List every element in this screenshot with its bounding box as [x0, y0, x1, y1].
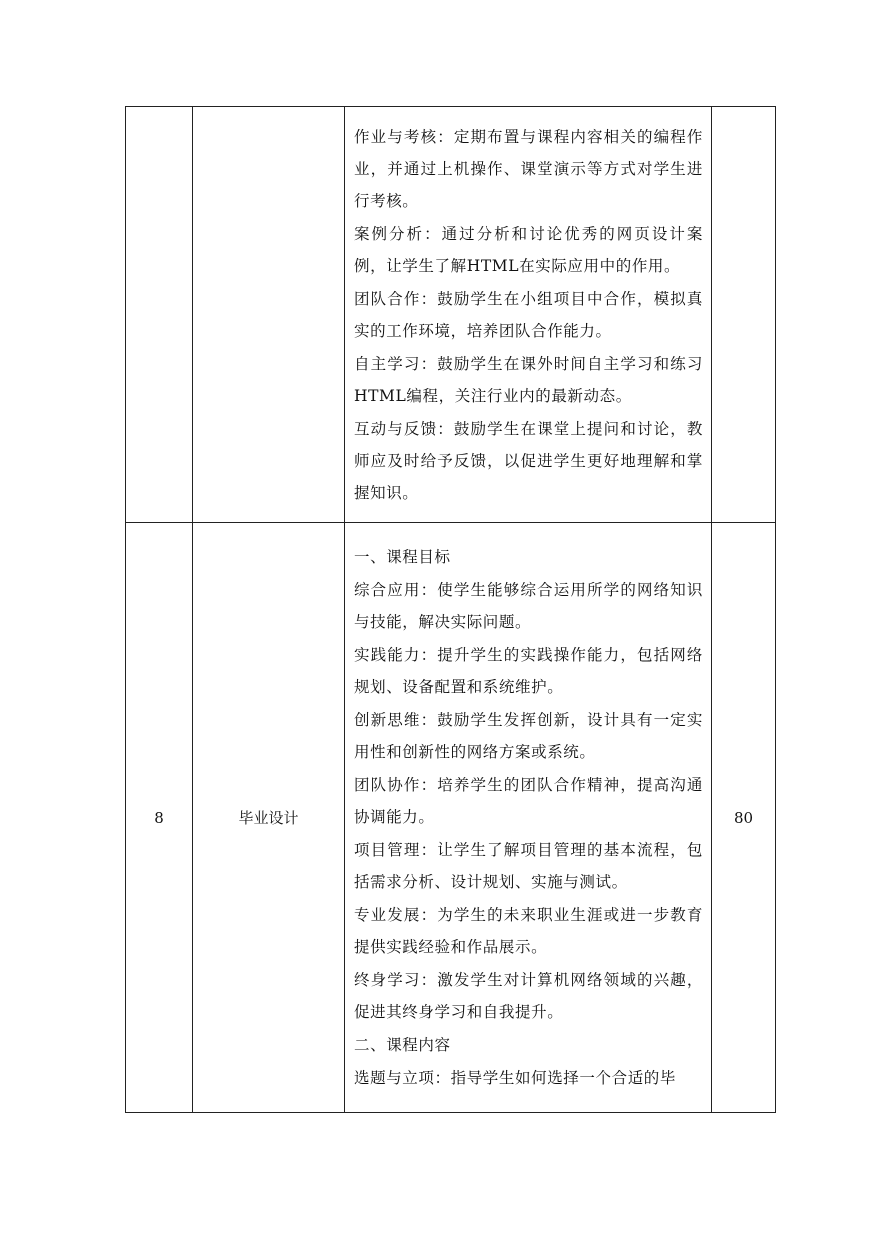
curriculum-table	[125, 106, 776, 1113]
course-index-cell: 8	[126, 523, 193, 1113]
content-paragraph: 终身学习：激发学生对计算机网络领域的兴趣，促进其终身学习和自我提升。	[354, 971, 703, 1021]
section-heading: 一、课程目标	[354, 548, 451, 566]
section-heading: 二、课程内容	[354, 1036, 451, 1054]
content-paragraph: 创新思维：鼓励学生发挥创新，设计具有一定实用性和创新性的网络方案或系统。	[354, 711, 703, 761]
course-content-cell	[345, 107, 712, 523]
course-name-cell: 毕业设计	[193, 523, 345, 1113]
content-paragraph: 综合应用：使学生能够综合运用所学的网络知识与技能，解决实际问题。	[354, 581, 703, 631]
course-content-cell	[345, 523, 712, 1113]
content-paragraph: 实践能力：提升学生的实践操作能力，包括网络规划、设备配置和系统维护。	[354, 646, 703, 696]
content-paragraph: 选题与立项：指导学生如何选择一个合适的毕	[354, 1069, 677, 1087]
content-paragraph: 项目管理：让学生了解项目管理的基本流程，包括需求分析、设计规划、实施与测试。	[354, 841, 703, 891]
table-row	[126, 523, 776, 1113]
content-paragraph: 自主学习：鼓励学生在课外时间自主学习和练习HTML编程，关注行业内的最新动态。	[354, 354, 703, 405]
content-paragraph: 团队合作：鼓励学生在小组项目中合作，模拟真实的工作环境，培养团队合作能力。	[354, 289, 703, 340]
content-paragraph: 团队协作：培养学生的团队合作精神，提高沟通协调能力。	[354, 776, 703, 826]
course-hours-cell: 80	[712, 523, 776, 1113]
content-paragraph: 作业与考核：定期布置与课程内容相关的编程作业，并通过上机操作、课堂演示等方式对学生进行考核。	[354, 127, 703, 210]
course-hours-cell	[712, 107, 776, 523]
content-paragraph: 案例分析：通过分析和讨论优秀的网页设计案例，让学生了解HTML在实际应用中的作用。	[354, 224, 703, 275]
content-paragraph: 专业发展：为学生的未来职业生涯或进一步教育提供实践经验和作品展示。	[354, 906, 703, 956]
course-name-cell	[193, 107, 345, 523]
course-index-cell	[126, 107, 193, 523]
table-row	[126, 107, 776, 523]
content-paragraph: 互动与反馈：鼓励学生在课堂上提问和讨论，教师应及时给予反馈，以促进学生更好地理解和掌握知识。	[354, 419, 703, 502]
